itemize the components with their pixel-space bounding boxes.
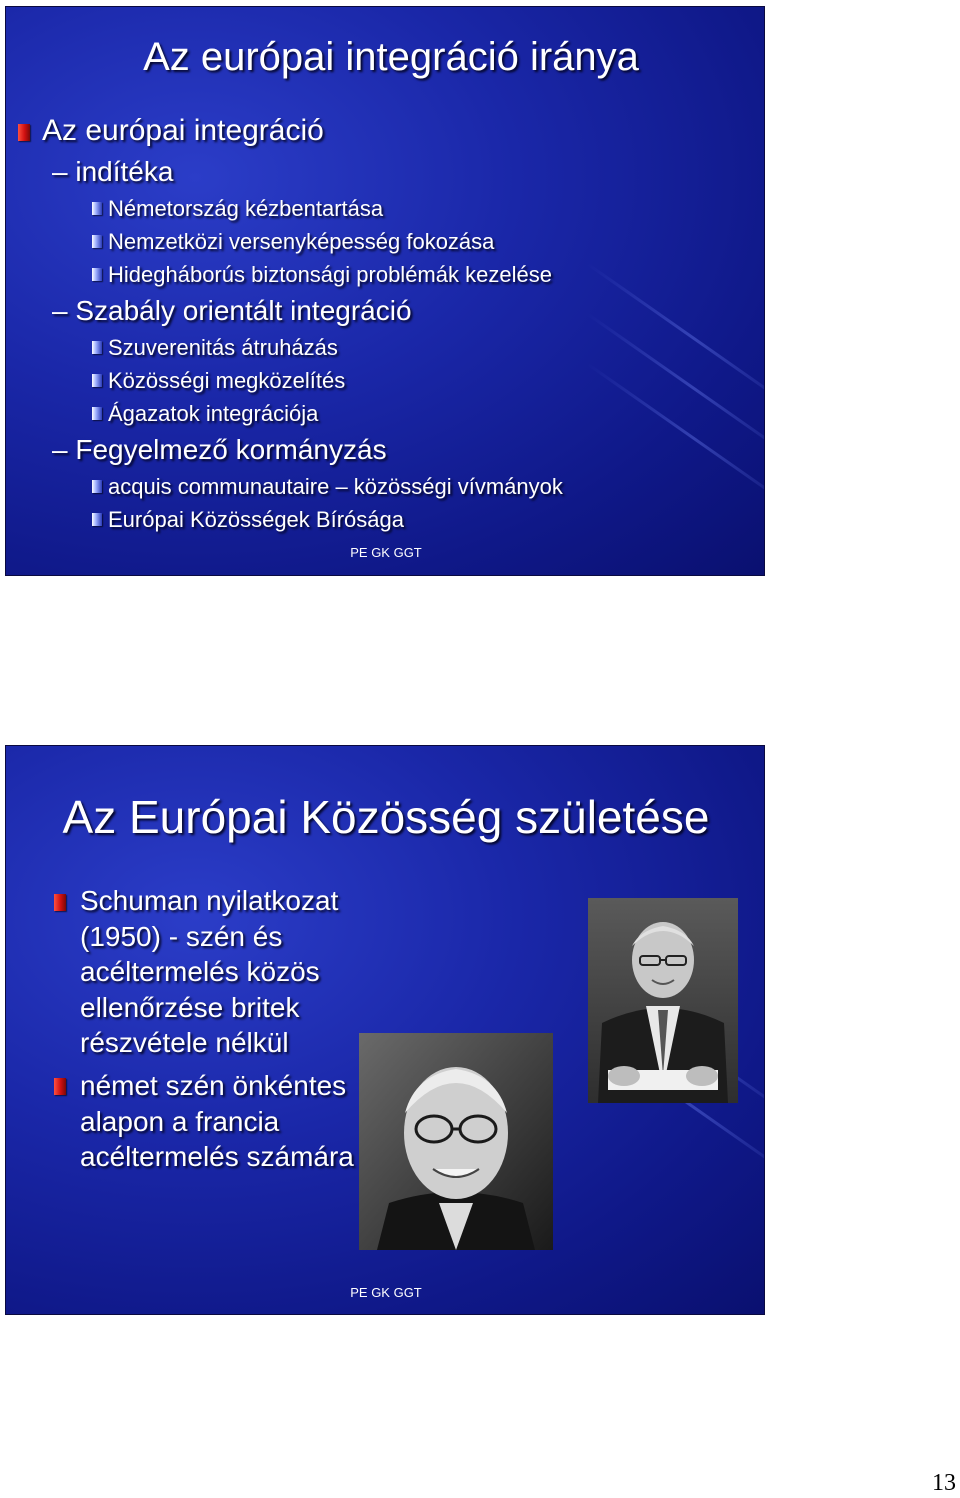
- subheading-motivation: – indítéka: [52, 156, 174, 187]
- list-item: Nemzetközi versenyképesség fokozása: [108, 229, 495, 254]
- blue-square-bullet-icon: [92, 407, 102, 420]
- list-item: Közösségi megközelítés: [108, 368, 346, 393]
- slide-footer: PE GK GGT: [350, 545, 422, 560]
- blue-square-bullet-icon: [92, 268, 102, 281]
- blue-square-bullet-icon: [92, 480, 102, 493]
- paragraph-line: (1950) - szén és: [80, 920, 283, 952]
- list-item: acquis communautaire – közösségi vívmányok: [108, 474, 563, 499]
- red-square-bullet-icon: [54, 894, 66, 911]
- subheading-governance: – Fegyelmező kormányzás: [52, 434, 387, 465]
- background-streak: [587, 313, 765, 465]
- paragraph-german-coal: [80, 1068, 354, 1175]
- slide-integration-direction: [5, 6, 765, 576]
- background-streak: [587, 363, 765, 515]
- blue-square-bullet-icon: [92, 202, 102, 215]
- blue-square-bullet-icon: [92, 374, 102, 387]
- slide-title: Az európai integráció iránya: [143, 35, 639, 79]
- paragraph-line: ellenőrzése britek: [80, 991, 300, 1023]
- page-number: 13: [932, 1470, 956, 1496]
- paragraph-line: Schuman nyilatkozat: [80, 885, 339, 916]
- portrait-photo-monnet: [359, 1033, 553, 1250]
- blue-square-bullet-icon: [92, 341, 102, 354]
- list-item: Hidegháborús biztonsági problémák kezelése: [108, 262, 552, 287]
- list-item: Szuverenitás átruházás: [108, 335, 338, 360]
- paragraph-line: alapon a francia: [80, 1105, 280, 1137]
- red-square-bullet-icon: [54, 1078, 66, 1095]
- paragraph-line: acéltermelés számára: [80, 1141, 354, 1172]
- slide-title: Az Európai Közösség születése: [62, 791, 710, 843]
- slide-community-birth: [5, 745, 765, 1315]
- slide-footer: PE GK GGT: [350, 1285, 422, 1300]
- paragraph-line: részvétele nélkül: [80, 1027, 289, 1058]
- blue-square-bullet-icon: [92, 235, 102, 248]
- blue-square-bullet-icon: [92, 513, 102, 526]
- red-square-bullet-icon: [18, 124, 30, 141]
- background-streak: [587, 263, 765, 415]
- list-item: Európai Közösségek Bírósága: [108, 507, 404, 532]
- paragraph-line: német szén önkéntes: [80, 1070, 347, 1101]
- portrait-photo-schuman: [588, 898, 738, 1103]
- subheading-rule-oriented: – Szabály orientált integráció: [52, 295, 412, 326]
- paragraph-line: acéltermelés közös: [80, 956, 320, 987]
- list-item: Németország kézbentartása: [108, 196, 384, 221]
- list-item: Ágazatok integrációja: [108, 401, 319, 426]
- paragraph-schuman: [80, 883, 338, 1061]
- level1-text: Az európai integráció: [42, 114, 324, 147]
